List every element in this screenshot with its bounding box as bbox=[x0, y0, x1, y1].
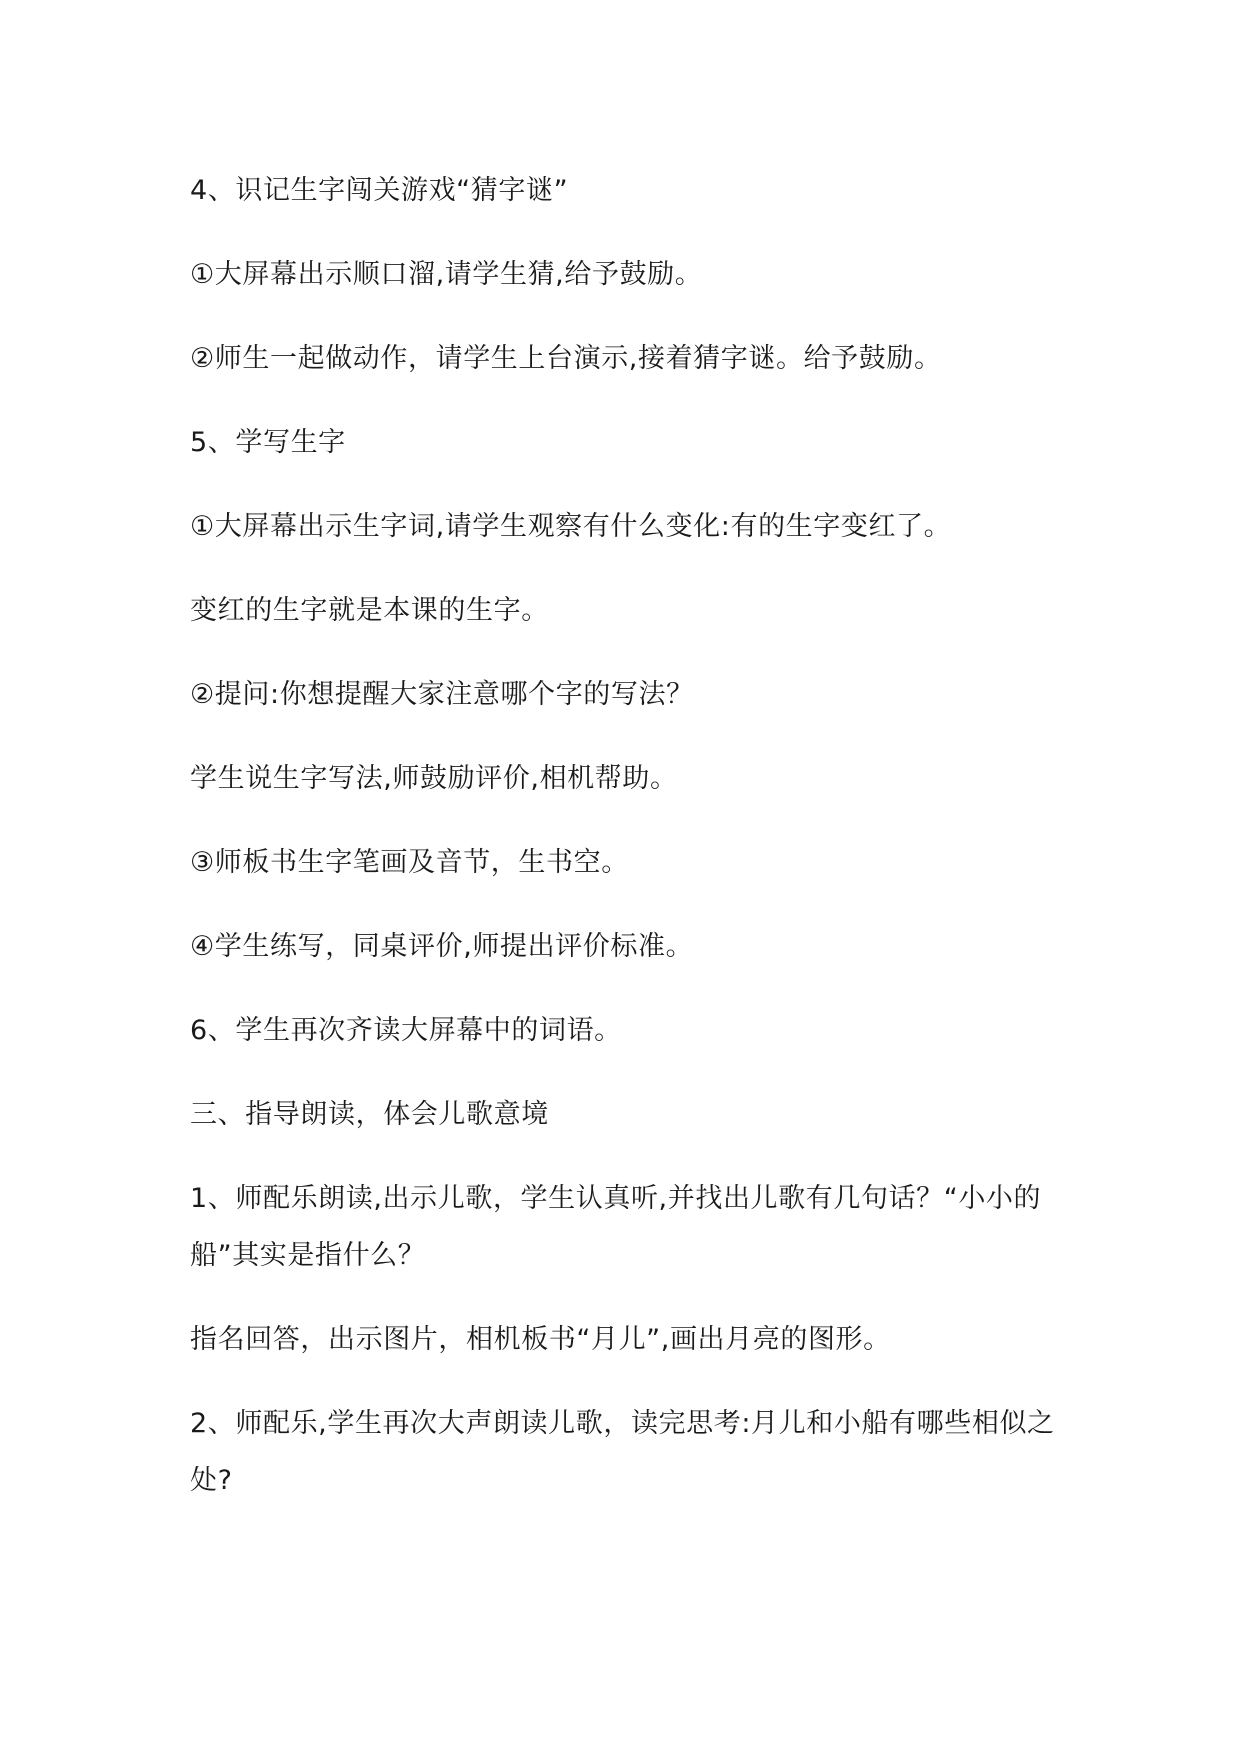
paragraph-section-4-title: 4、识记生字闯关游戏“猜字谜” bbox=[190, 175, 569, 206]
document-body bbox=[190, 162, 1070, 1536]
paragraph-step-5-2-note: 学生说生字写法,师鼓励评价,相机帮助。 bbox=[190, 763, 678, 794]
paragraph-step-5-1-note: 变红的生字就是本课的生字。 bbox=[190, 595, 549, 626]
paragraph-section-5-title: 5、学写生字 bbox=[190, 427, 346, 458]
paragraph-section-6: 6、学生再次齐读大屏幕中的词语。 bbox=[190, 1015, 622, 1046]
paragraph-step-5-1: ①大屏幕出示生字词,请学生观察有什么变化:有的生字变红了。 bbox=[190, 511, 952, 542]
paragraph-step-5-2: ②提问:你想提醒大家注意哪个字的写法？ bbox=[190, 679, 694, 710]
paragraph-part-3-step-2: 2、师配乐,学生再次大声朗读儿歌，读完思考:月儿和小船有哪些相似之处? bbox=[190, 1408, 1055, 1496]
paragraph-step-5-4: ④学生练写，同桌评价,师提出评价标准。 bbox=[190, 931, 694, 962]
paragraph-step-5-3: ③师板书生字笔画及音节，生书空。 bbox=[190, 847, 629, 878]
paragraph-part-3-heading: 三、指导朗读，体会儿歌意境 bbox=[190, 1099, 549, 1130]
paragraph-step-4-1: ①大屏幕出示顺口溜,请学生猜,给予鼓励。 bbox=[190, 259, 703, 290]
paragraph-part-3-step-1-note: 指名回答，出示图片，相机板书“月儿”,画出月亮的图形。 bbox=[190, 1324, 891, 1355]
paragraph-step-4-2: ②师生一起做动作，请学生上台演示,接着猜字谜。给予鼓励。 bbox=[190, 343, 942, 374]
paragraph-part-3-step-1: 1、师配乐朗读,出示儿歌，学生认真听,并找出儿歌有几句话？“小小的船”其实是指什么？ bbox=[190, 1183, 1042, 1271]
